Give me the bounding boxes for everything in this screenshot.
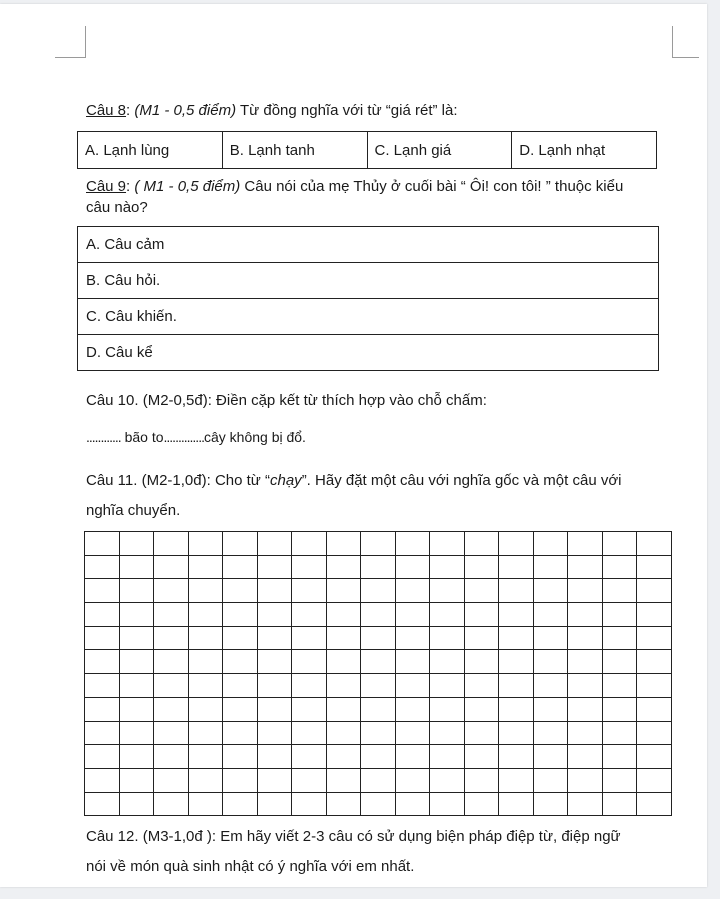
grid-cell[interactable] (499, 603, 534, 627)
grid-cell[interactable] (361, 556, 396, 580)
grid-cell[interactable] (154, 532, 189, 556)
grid-cell[interactable] (258, 722, 293, 746)
grid-cell[interactable] (396, 722, 431, 746)
grid-cell[interactable] (430, 674, 465, 698)
grid-cell[interactable] (603, 722, 638, 746)
grid-cell[interactable] (120, 793, 155, 817)
grid-cell[interactable] (85, 650, 120, 674)
grid-cell[interactable] (361, 532, 396, 556)
grid-cell[interactable] (154, 698, 189, 722)
grid-cell[interactable] (465, 627, 500, 651)
blank-1[interactable]: ............ (86, 429, 121, 445)
grid-cell[interactable] (534, 722, 569, 746)
grid-cell[interactable] (465, 650, 500, 674)
grid-cell[interactable] (189, 698, 224, 722)
grid-cell[interactable] (258, 698, 293, 722)
grid-cell[interactable] (396, 698, 431, 722)
grid-cell[interactable] (568, 745, 603, 769)
grid-cell[interactable] (120, 769, 155, 793)
question-8-text: Từ đồng nghĩa với từ “giá rét” là: (236, 102, 458, 119)
grid-cell[interactable] (637, 650, 672, 674)
option-a: A. Lạnh lùng (78, 132, 223, 169)
grid-cell[interactable] (223, 722, 258, 746)
grid-cell[interactable] (465, 674, 500, 698)
grid-cell[interactable] (292, 650, 327, 674)
grid-cell[interactable] (396, 532, 431, 556)
grid-cell[interactable] (603, 556, 638, 580)
grid-cell[interactable] (637, 674, 672, 698)
question-11: Câu 11. (M2-1,0đ): Cho từ “chạy”. Hãy đặt một câu với nghĩa gốc và một câu với nghĩa chuyển. (86, 472, 622, 519)
grid-cell[interactable] (258, 579, 293, 603)
grid-cell[interactable] (465, 698, 500, 722)
grid-cell[interactable] (120, 556, 155, 580)
question-9-text: Câu nói của mẹ Thủy ở cuối bài “ Ôi! con tôi! ” thuộc kiểu (240, 178, 624, 195)
grid-cell[interactable] (292, 603, 327, 627)
grid-cell[interactable] (292, 579, 327, 603)
grid-cell[interactable] (568, 698, 603, 722)
grid-cell[interactable] (85, 745, 120, 769)
question-8-meta: (M1 - 0,5 điểm) (134, 102, 237, 119)
grid-cell[interactable] (120, 532, 155, 556)
grid-cell[interactable] (637, 627, 672, 651)
grid-cell[interactable] (292, 745, 327, 769)
grid-cell[interactable] (120, 650, 155, 674)
grid-cell[interactable] (120, 579, 155, 603)
grid-cell[interactable] (189, 793, 224, 817)
option-b: B. Lạnh tanh (222, 132, 367, 169)
grid-cell[interactable] (499, 698, 534, 722)
grid-cell[interactable] (258, 627, 293, 651)
grid-cell[interactable] (430, 532, 465, 556)
grid-cell[interactable] (327, 698, 362, 722)
grid-cell[interactable] (327, 650, 362, 674)
question-11-word: chạy (270, 472, 302, 489)
grid-cell[interactable] (396, 627, 431, 651)
grid-cell[interactable] (189, 769, 224, 793)
grid-cell[interactable] (396, 769, 431, 793)
grid-cell[interactable] (85, 674, 120, 698)
grid-cell[interactable] (85, 532, 120, 556)
grid-cell[interactable] (637, 532, 672, 556)
question-8-number: Câu 8 (86, 102, 127, 119)
grid-cell[interactable] (534, 674, 569, 698)
option-c: C. Câu khiến. (78, 299, 659, 335)
question-8: Câu 8: (M1 - 0,5 điểm) Từ đồng nghĩa với từ “giá rét” là: (86, 102, 458, 119)
grid-cell[interactable] (603, 532, 638, 556)
grid-cell[interactable] (568, 650, 603, 674)
grid-cell[interactable] (223, 745, 258, 769)
grid-cell[interactable] (430, 627, 465, 651)
grid-cell[interactable] (361, 698, 396, 722)
grid-cell[interactable] (396, 579, 431, 603)
grid-cell[interactable] (154, 579, 189, 603)
grid-cell[interactable] (223, 769, 258, 793)
grid-cell[interactable] (223, 627, 258, 651)
grid-cell[interactable] (154, 603, 189, 627)
grid-cell[interactable] (637, 698, 672, 722)
writing-grid[interactable] (84, 531, 672, 816)
grid-cell[interactable] (637, 793, 672, 817)
margin-corner-top-left (55, 26, 86, 58)
grid-cell[interactable] (189, 674, 224, 698)
option-c: C. Lạnh giá (367, 132, 512, 169)
grid-cell[interactable] (223, 532, 258, 556)
grid-cell[interactable] (637, 722, 672, 746)
question-10: Câu 10. (M2-0,5đ): Điền cặp kết từ thích hợp vào chỗ chấm: (86, 392, 487, 409)
grid-cell[interactable] (85, 769, 120, 793)
grid-cell[interactable] (637, 769, 672, 793)
grid-cell[interactable] (534, 556, 569, 580)
document-page (0, 4, 707, 887)
grid-cell[interactable] (258, 674, 293, 698)
grid-cell[interactable] (85, 556, 120, 580)
grid-cell[interactable] (499, 556, 534, 580)
grid-cell[interactable] (361, 722, 396, 746)
question-9-options (77, 226, 659, 371)
grid-cell[interactable] (637, 603, 672, 627)
grid-cell[interactable] (499, 745, 534, 769)
grid-cell[interactable] (534, 579, 569, 603)
grid-cell[interactable] (499, 532, 534, 556)
grid-cell[interactable] (534, 650, 569, 674)
grid-cell[interactable] (327, 579, 362, 603)
grid-cell[interactable] (292, 698, 327, 722)
grid-cell[interactable] (568, 603, 603, 627)
grid-cell[interactable] (120, 722, 155, 746)
grid-cell[interactable] (189, 579, 224, 603)
grid-cell[interactable] (223, 603, 258, 627)
grid-cell[interactable] (154, 674, 189, 698)
grid-cell[interactable] (327, 722, 362, 746)
option-d: D. Câu kể (78, 335, 659, 371)
question-10-fill-blank: ............ bão to..............cây không bị đổ. (86, 429, 306, 445)
question-8-options (77, 131, 657, 169)
grid-cell[interactable] (292, 532, 327, 556)
grid-cell[interactable] (189, 650, 224, 674)
grid-cell[interactable] (154, 769, 189, 793)
grid-cell[interactable] (327, 627, 362, 651)
grid-cell[interactable] (258, 793, 293, 817)
option-a: A. Câu cảm (78, 227, 659, 263)
question-9-meta: ( M1 - 0,5 điểm) (134, 178, 241, 195)
grid-cell[interactable] (361, 579, 396, 603)
grid-cell[interactable] (534, 532, 569, 556)
grid-cell[interactable] (534, 627, 569, 651)
grid-cell[interactable] (430, 579, 465, 603)
grid-cell[interactable] (603, 674, 638, 698)
grid-cell[interactable] (396, 674, 431, 698)
grid-cell[interactable] (292, 769, 327, 793)
question-9-text-line2: câu nào? (86, 199, 148, 216)
grid-cell[interactable] (292, 627, 327, 651)
grid-cell[interactable] (430, 698, 465, 722)
grid-cell[interactable] (603, 579, 638, 603)
grid-cell[interactable] (465, 793, 500, 817)
grid-cell[interactable] (327, 793, 362, 817)
grid-cell[interactable] (189, 532, 224, 556)
grid-cell[interactable] (361, 627, 396, 651)
grid-cell[interactable] (292, 556, 327, 580)
grid-cell[interactable] (534, 603, 569, 627)
grid-cell[interactable] (120, 674, 155, 698)
option-b: B. Câu hỏi. (78, 263, 659, 299)
grid-cell[interactable] (361, 603, 396, 627)
grid-cell[interactable] (637, 745, 672, 769)
grid-cell[interactable] (120, 698, 155, 722)
grid-cell[interactable] (154, 556, 189, 580)
grid-cell[interactable] (568, 793, 603, 817)
grid-cell[interactable] (258, 556, 293, 580)
grid-cell[interactable] (85, 722, 120, 746)
grid-cell[interactable] (223, 674, 258, 698)
grid-cell[interactable] (361, 769, 396, 793)
grid-cell[interactable] (603, 769, 638, 793)
grid-cell[interactable] (327, 745, 362, 769)
question-9: Câu 9: ( M1 - 0,5 điểm) Câu nói của mẹ Thủy ở cuối bài “ Ôi! con tôi! ” thuộc kiểu câu nào? (86, 178, 624, 216)
grid-cell[interactable] (568, 579, 603, 603)
grid-cell[interactable] (465, 603, 500, 627)
grid-cell[interactable] (361, 650, 396, 674)
grid-cell[interactable] (292, 793, 327, 817)
grid-cell[interactable] (499, 769, 534, 793)
grid-cell[interactable] (499, 579, 534, 603)
grid-cell[interactable] (189, 745, 224, 769)
grid-cell[interactable] (327, 769, 362, 793)
grid-cell[interactable] (603, 698, 638, 722)
grid-cell[interactable] (85, 627, 120, 651)
margin-corner-top-right (672, 26, 699, 58)
grid-cell[interactable] (465, 769, 500, 793)
grid-cell[interactable] (534, 745, 569, 769)
grid-cell[interactable] (223, 579, 258, 603)
grid-cell[interactable] (258, 603, 293, 627)
grid-cell[interactable] (499, 793, 534, 817)
grid-cell[interactable] (292, 722, 327, 746)
grid-cell[interactable] (430, 603, 465, 627)
grid-cell[interactable] (223, 793, 258, 817)
grid-cell[interactable] (396, 745, 431, 769)
grid-cell[interactable] (603, 650, 638, 674)
grid-cell[interactable] (637, 556, 672, 580)
grid-cell[interactable] (430, 769, 465, 793)
grid-cell[interactable] (465, 532, 500, 556)
grid-cell[interactable] (465, 556, 500, 580)
grid-cell[interactable] (568, 627, 603, 651)
grid-cell[interactable] (223, 556, 258, 580)
grid-cell[interactable] (120, 627, 155, 651)
grid-cell[interactable] (327, 532, 362, 556)
grid-cell[interactable] (603, 603, 638, 627)
grid-cell[interactable] (499, 650, 534, 674)
grid-cell[interactable] (603, 793, 638, 817)
grid-cell[interactable] (223, 698, 258, 722)
grid-cell[interactable] (327, 674, 362, 698)
grid-cell[interactable] (361, 745, 396, 769)
grid-cell[interactable] (120, 603, 155, 627)
grid-cell[interactable] (568, 722, 603, 746)
grid-cell[interactable] (189, 722, 224, 746)
grid-cell[interactable] (85, 793, 120, 817)
grid-cell[interactable] (120, 745, 155, 769)
question-9-number: Câu 9 (86, 178, 127, 195)
grid-cell[interactable] (258, 650, 293, 674)
grid-cell[interactable] (258, 745, 293, 769)
grid-cell[interactable] (534, 769, 569, 793)
grid-cell[interactable] (154, 793, 189, 817)
grid-cell[interactable] (223, 650, 258, 674)
blank-2[interactable]: .............. (163, 429, 204, 445)
grid-cell[interactable] (85, 698, 120, 722)
grid-cell[interactable] (465, 722, 500, 746)
grid-cell[interactable] (534, 698, 569, 722)
grid-cell[interactable] (189, 603, 224, 627)
grid-cell[interactable] (396, 650, 431, 674)
grid-cell[interactable] (361, 674, 396, 698)
grid-cell[interactable] (430, 722, 465, 746)
grid-cell[interactable] (85, 603, 120, 627)
grid-cell[interactable] (499, 674, 534, 698)
grid-cell[interactable] (637, 579, 672, 603)
grid-cell[interactable] (327, 556, 362, 580)
grid-cell[interactable] (465, 745, 500, 769)
grid-cell[interactable] (396, 556, 431, 580)
question-12: Câu 12. (M3-1,0đ ): Em hãy viết 2-3 câu có sử dụng biện pháp điệp từ, điệp ngữ nói về món quà sinh nhật có ý nghĩa với em nhất. (86, 828, 621, 875)
grid-cell[interactable] (568, 556, 603, 580)
grid-cell[interactable] (534, 793, 569, 817)
grid-cell[interactable] (154, 650, 189, 674)
grid-cell[interactable] (292, 674, 327, 698)
grid-cell[interactable] (154, 722, 189, 746)
grid-cell[interactable] (568, 769, 603, 793)
grid-cell[interactable] (430, 556, 465, 580)
grid-cell[interactable] (154, 627, 189, 651)
grid-cell[interactable] (568, 532, 603, 556)
grid-cell[interactable] (85, 579, 120, 603)
grid-cell[interactable] (189, 556, 224, 580)
option-d: D. Lạnh nhạt (512, 132, 657, 169)
grid-cell[interactable] (396, 603, 431, 627)
grid-cell[interactable] (258, 769, 293, 793)
grid-cell[interactable] (189, 627, 224, 651)
grid-cell[interactable] (603, 745, 638, 769)
grid-cell[interactable] (430, 650, 465, 674)
grid-cell[interactable] (499, 722, 534, 746)
grid-cell[interactable] (568, 674, 603, 698)
grid-cell[interactable] (327, 603, 362, 627)
grid-cell[interactable] (258, 532, 293, 556)
grid-cell[interactable] (396, 793, 431, 817)
grid-cell[interactable] (499, 627, 534, 651)
grid-cell[interactable] (430, 793, 465, 817)
grid-cell[interactable] (154, 745, 189, 769)
grid-cell[interactable] (430, 745, 465, 769)
grid-cell[interactable] (603, 627, 638, 651)
grid-cell[interactable] (361, 793, 396, 817)
grid-cell[interactable] (465, 579, 500, 603)
